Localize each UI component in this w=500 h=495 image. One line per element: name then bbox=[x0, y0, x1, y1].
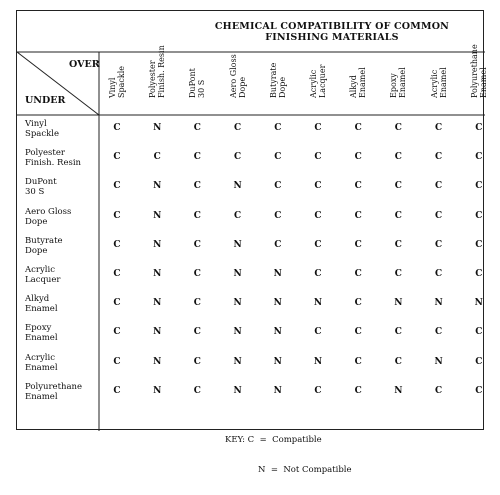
table-cell: N bbox=[313, 298, 323, 309]
table-cell: C bbox=[113, 356, 121, 367]
table-cell: C bbox=[113, 152, 121, 163]
table-cell: C bbox=[314, 210, 322, 221]
table-cell: N bbox=[273, 356, 282, 367]
table-cell: N bbox=[434, 298, 443, 309]
table-cell: C bbox=[234, 210, 242, 221]
column-header bbox=[306, 51, 346, 113]
table-cell: N bbox=[233, 356, 242, 367]
table-cell: C bbox=[394, 181, 402, 192]
table-cell: N bbox=[273, 385, 282, 396]
column-header bbox=[226, 51, 266, 113]
table-cell: N bbox=[153, 181, 162, 192]
table-cell: C bbox=[435, 152, 443, 163]
table-cell: C bbox=[475, 123, 483, 133]
table-cell: C bbox=[314, 152, 322, 163]
row-header: Vinyl Spackle bbox=[25, 119, 59, 139]
table-cell: C bbox=[234, 152, 242, 163]
table-cell: C bbox=[113, 239, 121, 250]
table-cell: C bbox=[113, 210, 121, 221]
table-cell: C bbox=[475, 152, 483, 163]
table-cell: C bbox=[113, 298, 121, 309]
table-cell: C bbox=[113, 181, 121, 192]
row-header: Polyester Finish. Resin bbox=[25, 148, 82, 169]
row-header: Alkyd Enamel bbox=[25, 294, 58, 315]
compatibility-chart-frame bbox=[16, 10, 488, 475]
table-cell: C bbox=[475, 210, 483, 221]
row-header: Epoxy Enamel bbox=[25, 323, 58, 344]
table-cell: C bbox=[274, 181, 282, 192]
under-label: UNDER bbox=[25, 95, 66, 106]
table-cell: N bbox=[434, 356, 443, 367]
table-cell: C bbox=[274, 210, 282, 221]
table-cell: C bbox=[475, 356, 483, 367]
column-header bbox=[185, 51, 225, 113]
table-cell: N bbox=[273, 269, 282, 279]
table-cell: N bbox=[233, 327, 242, 338]
table-cell: C bbox=[435, 239, 443, 250]
table-cell: N bbox=[233, 239, 242, 250]
column-header bbox=[145, 45, 185, 113]
table-cell: C bbox=[354, 269, 362, 279]
table-cell: C bbox=[394, 123, 402, 133]
table-cell: N bbox=[233, 385, 242, 396]
title-line-1: CHEMICAL COMPATIBILITY OF COMMON bbox=[214, 21, 450, 32]
table-cell: C bbox=[314, 181, 322, 192]
column-header bbox=[386, 51, 426, 113]
table-cell: N bbox=[394, 385, 403, 396]
table-cell: C bbox=[354, 327, 362, 338]
table-cell: C bbox=[274, 152, 282, 163]
table-cell: C bbox=[314, 123, 322, 133]
table-cell: C bbox=[475, 327, 483, 338]
row-header: Acrylic Enamel bbox=[25, 352, 58, 373]
table-cell: C bbox=[193, 327, 201, 338]
column-header-label: Acrylic Lacquer bbox=[309, 64, 327, 98]
table-cell: C bbox=[435, 123, 443, 133]
table-cell: C bbox=[394, 356, 402, 367]
column-header-label: Aero Gloss Dope bbox=[228, 54, 247, 98]
table-cell: C bbox=[193, 181, 201, 192]
key-legend bbox=[225, 415, 352, 495]
table-cell: C bbox=[475, 239, 483, 250]
table-cell: C bbox=[314, 327, 322, 338]
column-header-label: Acrylic Enamel bbox=[429, 67, 448, 98]
title-line-2: FINISHING MATERIALS bbox=[265, 32, 399, 43]
row-header: Acrylic Lacquer bbox=[25, 265, 61, 285]
table-cell: N bbox=[153, 210, 162, 221]
table-cell: N bbox=[273, 327, 282, 338]
column-header-label: Vinyl Spackle bbox=[108, 66, 126, 98]
table-cell: N bbox=[153, 327, 162, 338]
table-cell: C bbox=[435, 327, 443, 338]
over-label: OVER bbox=[69, 59, 100, 70]
table-cell: N bbox=[394, 298, 403, 309]
table-cell: C bbox=[475, 269, 483, 279]
key-not-compatible: N = Not Compatible bbox=[258, 465, 352, 475]
table-cell: C bbox=[274, 239, 282, 250]
table-cell: C bbox=[435, 269, 443, 279]
table-cell: C bbox=[354, 181, 362, 192]
table-cell: C bbox=[314, 385, 322, 396]
table-cell: C bbox=[394, 152, 402, 163]
table-cell: C bbox=[435, 181, 443, 192]
column-header-label: DuPont 30 S bbox=[188, 68, 206, 98]
table-cell: N bbox=[233, 298, 242, 309]
table-cell: C bbox=[354, 123, 362, 133]
table-cell: C bbox=[193, 152, 201, 163]
table-cell: C bbox=[354, 385, 362, 396]
column-header bbox=[266, 51, 306, 113]
table-cell: C bbox=[113, 269, 121, 279]
table-cell: C bbox=[234, 123, 242, 133]
table-cell: N bbox=[233, 269, 242, 279]
table-cell: C bbox=[193, 298, 201, 309]
column-header bbox=[105, 51, 145, 113]
table-cell: C bbox=[394, 269, 402, 279]
table-cell: C bbox=[394, 239, 402, 250]
table-cell: C bbox=[435, 385, 443, 396]
table-cell: C bbox=[354, 210, 362, 221]
column-header bbox=[467, 44, 500, 113]
table-cell: C bbox=[354, 356, 362, 367]
column-header-label: Alkyd Enamel bbox=[349, 67, 367, 98]
table-cell: C bbox=[354, 152, 362, 163]
table-cell: N bbox=[153, 123, 162, 133]
table-cell: C bbox=[113, 385, 121, 396]
table-cell: C bbox=[475, 181, 483, 192]
table-cell: C bbox=[193, 356, 201, 367]
table-cell: C bbox=[113, 327, 121, 338]
table-cell: C bbox=[113, 123, 121, 133]
column-header-label: Polyester Finish. Resin bbox=[148, 45, 166, 98]
column-header bbox=[346, 51, 386, 113]
table-cell: N bbox=[474, 298, 483, 309]
table-cell: C bbox=[354, 239, 362, 250]
row-header: Polyurethane Enamel bbox=[25, 381, 83, 402]
table-cell: C bbox=[193, 210, 201, 221]
row-header: Butyrate Dope bbox=[25, 235, 63, 256]
table-cell: C bbox=[193, 239, 201, 250]
table-cell: C bbox=[394, 327, 402, 338]
table-cell: C bbox=[354, 298, 362, 309]
table-cell: C bbox=[193, 123, 201, 133]
table-cell: C bbox=[394, 210, 402, 221]
row-header: Aero Gloss Dope bbox=[25, 206, 72, 227]
table-cell: N bbox=[233, 181, 242, 192]
row-header: DuPont 30 S bbox=[25, 177, 57, 198]
table-cell: C bbox=[314, 239, 322, 250]
table-cell: C bbox=[193, 385, 201, 396]
table-cell: C bbox=[475, 385, 483, 396]
table-cell: N bbox=[153, 385, 162, 396]
column-header bbox=[427, 51, 467, 113]
column-header-label: Butyrate Dope bbox=[268, 62, 287, 98]
table-cell: C bbox=[435, 210, 443, 221]
column-header-label: Epoxy Enamel bbox=[389, 67, 407, 98]
table-cell: C bbox=[153, 152, 161, 163]
key-compatible: KEY: C = Compatible bbox=[225, 435, 322, 445]
table-cell: C bbox=[274, 123, 282, 133]
table-cell: N bbox=[153, 269, 162, 279]
table-cell: C bbox=[314, 269, 322, 279]
table-cell: N bbox=[153, 298, 162, 309]
table-cell: N bbox=[313, 356, 323, 367]
column-header-label: Polyurethane Enamel bbox=[469, 44, 488, 98]
table-cell: N bbox=[153, 356, 162, 367]
table-cell: N bbox=[273, 298, 282, 309]
table-cell: C bbox=[193, 269, 201, 279]
table-cell: N bbox=[153, 239, 162, 250]
